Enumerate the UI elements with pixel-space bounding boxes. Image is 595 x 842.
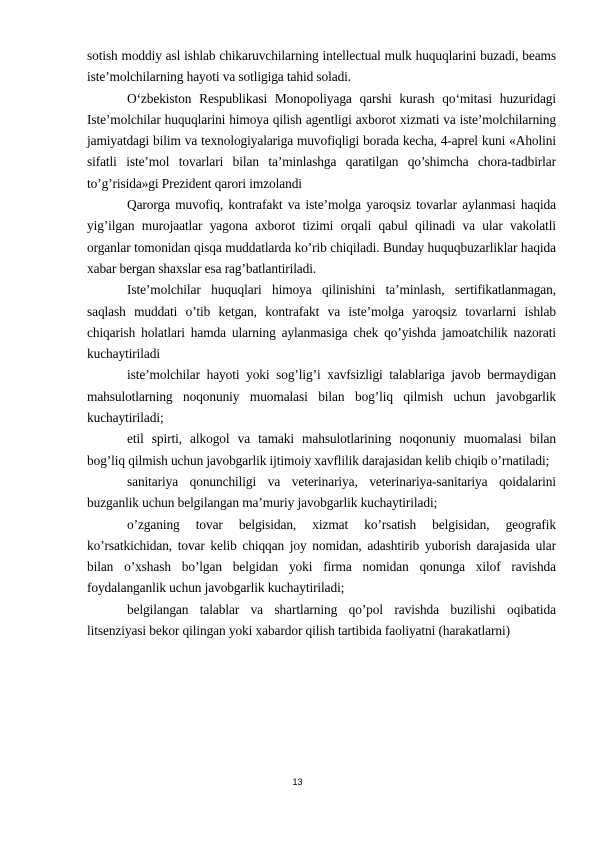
- page-number: 13: [292, 777, 303, 787]
- paragraph-liability-alcohol: etil spirti, alkogol va tamaki mahsulotlarining noqonuniy muomalasi bilan bog’liq qilmish uchun javobgarlik ijtimoiy xavflilik darajasidan kelib chiqib o’rnatiladi;: [87, 431, 556, 468]
- paragraph-liability-safety: iste’molchilar hayoti yoki sog’lig’i xavfsizligi talablariga javob bermaydigan mahsulotlarning noqonuniy muomalasi bilan bog’liq qilmish uchun javobgarlik kuchaytiriladi;: [87, 367, 556, 426]
- paragraph-public-control: Iste’molchilar huquqlari himoya qilinishini ta’minlash, sertifikatlanmagan, saqlash muddati o’tib ketgan, kontrafakt va iste’molga yaroqsiz tovarlarni ishlab chiqarish holatlari hamda ularning aylanmasiga chek qo’yishda jamoatchilik nazorati kuchaytiriladi: [87, 282, 556, 362]
- paragraph-agency-announcement: O‘zbekiston Respublikasi Monopoliyaga qarshi kurash qo‘mitasi huzuridagi Iste’molchilar huquqlarini himoya qilish agentligi axborot xizmati va iste’molchilarning jamiyatdagi bilim va texnologiyalariga muvofiqligi borada kecha, 4-aprel kuni «Aholini sifatli iste’mol tovarlari bilan ta’minlashga qaratilgan qo’shimcha chora-tadbirlar to’g’risida»gi Prezident qarori imzolandi: [87, 90, 556, 191]
- paragraph-license-revocation: belgilangan talablar va shartlarning qo’pol ravishda buzilishi oqibatida litsenziyasi bekor qilingan yoki xabardor qilish tartibida faoliyatni (harakatlarni): [87, 601, 556, 639]
- document-body: [87, 45, 556, 641]
- paragraph-decree-provisions: Qarorga muvofiq, kontrafakt va iste’molga yaroqsiz tovarlar aylanmasi haqida yig’ilgan murojaatlar yagona axborot tizimi orqali qabul qilinadi va ular vakolatli organlar tomonidan qisqa muddatlarda ko’rib chiqiladi. Bunday huquqbuzarliklar haqida xabar bergan shaxslar esa rag’batlantiriladi.: [87, 197, 556, 276]
- paragraph-liability-sanitary: sanitariya qonunchiligi va veterinariya, veterinariya-sanitariya qoidalarini buzganlik uchun belgilangan ma’muriy javobgarlik kuchaytiriladi;: [87, 473, 556, 511]
- paragraph-continuation: sotish moddiy asl ishlab chikaruvchilarning intellectual mulk huquqlarini buzadi, beams iste’molchilarning hayoti va sotligiga tahid soladi.: [87, 48, 556, 85]
- paragraph-liability-trademark: o’zganing tovar belgisidan, xizmat ko’rsatish belgisidan, geografik ko’rsatkichidan, tovar kelib chiqqan joy nomidan, adashtirib yuborish darajasida ular bilan o’xshash bo’lgan belgidan yoki firma nomidan qonunga xilof ravishda foydalanganlik uchun javobgarlik kuchaytiriladi;: [87, 516, 556, 596]
